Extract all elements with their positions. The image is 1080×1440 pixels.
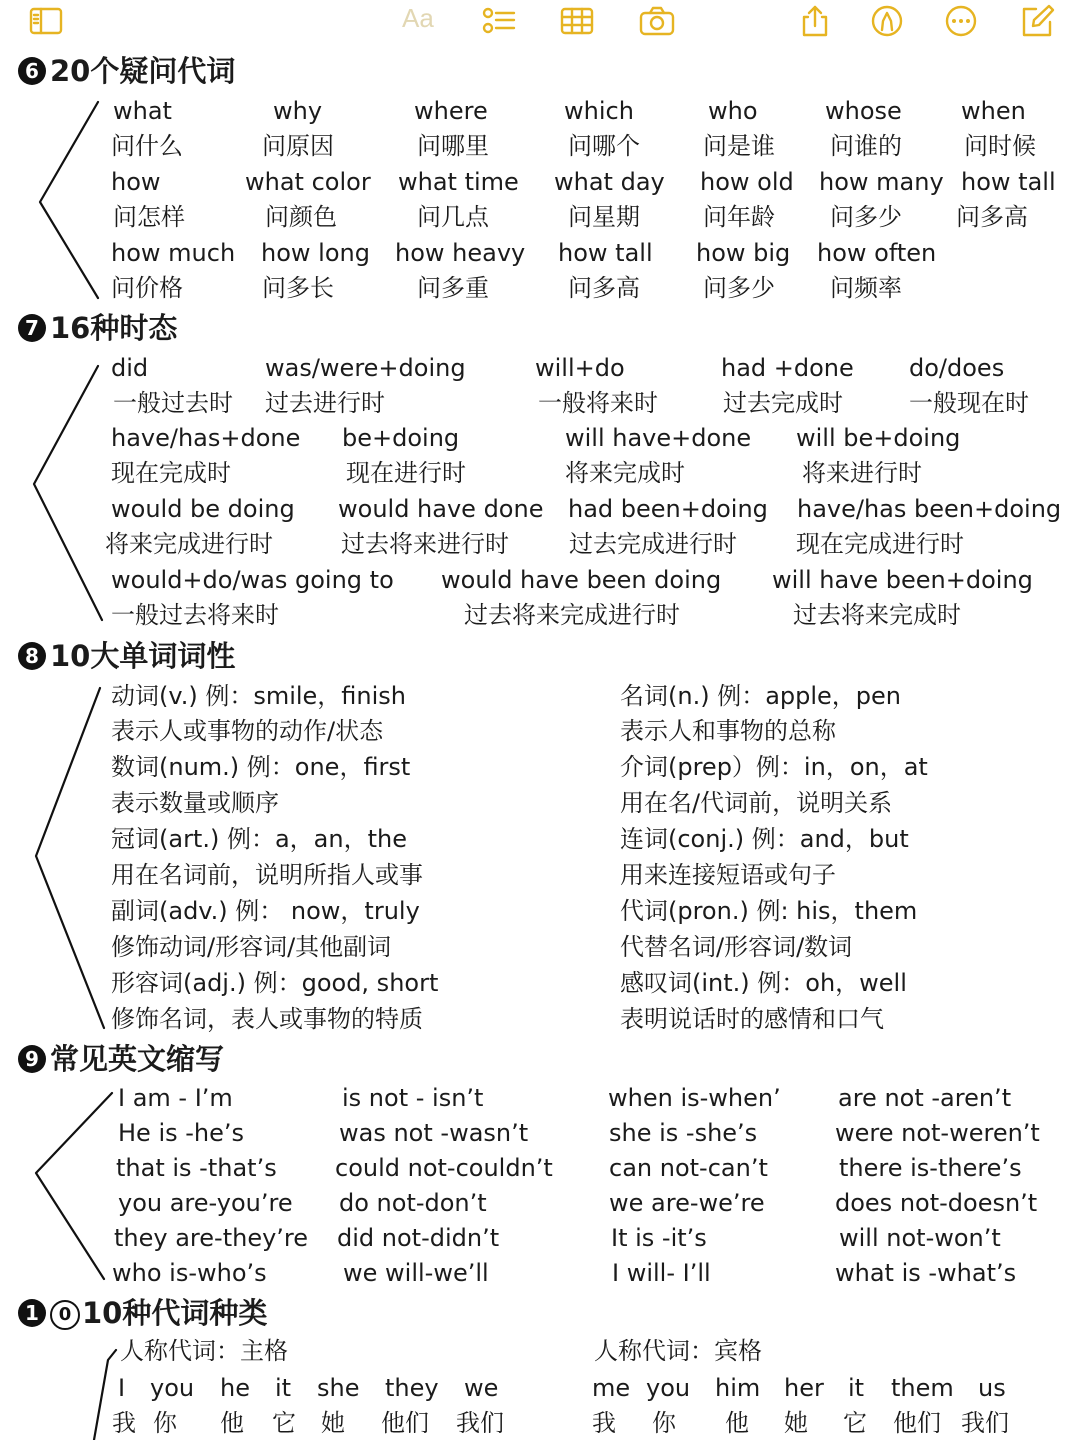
contraction: did not-didn’t xyxy=(337,1224,500,1252)
share-icon[interactable] xyxy=(797,4,833,38)
bracket-10 xyxy=(0,1340,130,1440)
pronoun: her xyxy=(784,1374,824,1402)
word: 问频率 xyxy=(830,274,902,302)
part-of-speech: 副词(adv.) 例： now，truly xyxy=(111,897,420,925)
word: how long xyxy=(261,239,370,267)
tense-name: 一般现在时 xyxy=(909,389,1029,417)
section-number-badge: 7 xyxy=(18,314,46,342)
pronoun-zh: 我们 xyxy=(456,1409,504,1437)
contraction: I am - I’m xyxy=(118,1084,233,1112)
contraction: are not -aren’t xyxy=(838,1084,1012,1112)
contraction: what is -what’s xyxy=(835,1259,1017,1287)
bracket-8 xyxy=(0,680,110,1040)
contraction: can not-can’t xyxy=(609,1154,768,1182)
pronoun-header: 人称代词：宾格 xyxy=(594,1337,762,1365)
pronoun: us xyxy=(978,1374,1006,1402)
word: how tall xyxy=(558,239,653,267)
tense-name: 将来完成进行时 xyxy=(105,530,273,558)
part-of-speech: 名词(n.) 例：apple，pen xyxy=(620,682,902,710)
word: 问多高 xyxy=(568,274,640,302)
pronoun: we xyxy=(464,1374,499,1402)
tense-form: was/were+doing xyxy=(265,354,466,382)
camera-icon[interactable] xyxy=(639,4,675,38)
pos-description: 代替名词/形容词/数词 xyxy=(620,933,853,961)
word: 问怎样 xyxy=(113,203,185,231)
word: whose xyxy=(825,97,902,125)
pronoun-zh: 我 xyxy=(592,1409,616,1437)
pronoun-header: 人称代词：主格 xyxy=(120,1337,288,1365)
pronoun: him xyxy=(715,1374,761,1402)
pronoun: I xyxy=(118,1374,126,1402)
word: how big xyxy=(696,239,791,267)
contraction: that is -that’s xyxy=(116,1154,277,1182)
part-of-speech: 感叹词(int.) 例：oh，well xyxy=(620,969,907,997)
part-of-speech: 连词(conj.) 例：and，but xyxy=(620,825,909,853)
section-number-badge: 6 xyxy=(18,57,46,85)
contraction: It is -it’s xyxy=(611,1224,707,1252)
pronoun: it xyxy=(275,1374,292,1402)
markup-icon[interactable] xyxy=(869,4,905,38)
part-of-speech: 动词(v.) 例：smile，finish xyxy=(111,682,407,710)
section-title: 10大单词词性 xyxy=(50,639,236,673)
word: 问原因 xyxy=(262,132,334,160)
word: 问星期 xyxy=(568,203,640,231)
contraction: was not -wasn’t xyxy=(339,1119,529,1147)
pronoun-zh: 它 xyxy=(843,1409,867,1437)
contraction: who is-who’s xyxy=(112,1259,267,1287)
word: how xyxy=(111,168,161,196)
section-title: 20个疑问代词 xyxy=(50,54,236,88)
pos-description: 表明说话时的感情和口气 xyxy=(620,1005,884,1033)
word: what day xyxy=(554,168,665,196)
pos-description: 修饰名词，表人或事物的特质 xyxy=(111,1005,423,1033)
pronoun-zh: 他 xyxy=(725,1409,749,1437)
contraction: do not-don’t xyxy=(339,1189,487,1217)
word: what time xyxy=(398,168,519,196)
contraction: we will-we’ll xyxy=(343,1259,489,1287)
tense-name: 过去进行时 xyxy=(265,389,385,417)
word: how often xyxy=(817,239,937,267)
pronoun: they xyxy=(385,1374,439,1402)
tense-form: will have been+doing xyxy=(772,566,1033,594)
pronoun-zh: 她 xyxy=(321,1409,345,1437)
tense-name: 将来完成时 xyxy=(565,459,685,487)
bracket-9 xyxy=(0,1085,120,1285)
word: 问多少 xyxy=(703,274,775,302)
tense-form: would+do/was going to xyxy=(111,566,394,594)
section-10-heading xyxy=(18,1295,267,1331)
section-number-badge: 8 xyxy=(18,642,46,670)
pos-description: 用在名词前，说明所指人或事 xyxy=(111,861,423,889)
tense-form: would have done xyxy=(338,495,544,523)
section-number-badge: 1 xyxy=(18,1299,46,1327)
part-of-speech: 形容词(adj.) 例：good, short xyxy=(111,969,439,997)
pronoun-zh: 他 xyxy=(220,1409,244,1437)
word: how tall xyxy=(961,168,1056,196)
word: what color xyxy=(245,168,371,196)
toolbar xyxy=(0,0,1080,44)
pronoun-zh: 他们 xyxy=(893,1409,941,1437)
word: how old xyxy=(700,168,794,196)
word: 问颜色 xyxy=(265,203,337,231)
word: 问价格 xyxy=(111,274,183,302)
tense-form: had been+doing xyxy=(568,495,768,523)
pronoun: it xyxy=(848,1374,865,1402)
compose-icon[interactable] xyxy=(1019,4,1055,38)
tense-form: have/has been+doing xyxy=(797,495,1062,523)
section-6-heading xyxy=(18,53,235,89)
tense-form: have/has+done xyxy=(111,424,301,452)
bracket-7 xyxy=(0,352,110,632)
bracket-6 xyxy=(0,90,110,310)
pronoun: you xyxy=(646,1374,691,1402)
tense-name: 现在完成进行时 xyxy=(796,530,964,558)
pronoun-zh: 我们 xyxy=(961,1409,1009,1437)
word: how much xyxy=(111,239,236,267)
tense-name: 一般过去时 xyxy=(113,389,233,417)
section-title: 10种代词种类 xyxy=(82,1296,268,1330)
word: 问多高 xyxy=(956,203,1028,231)
tense-form: had +done xyxy=(721,354,854,382)
text-format-icon[interactable]: Aa xyxy=(402,3,434,33)
contraction: when is-when’ xyxy=(608,1084,781,1112)
pos-description: 表示人和事物的总称 xyxy=(620,717,836,745)
tense-name: 现在进行时 xyxy=(346,459,466,487)
pronoun: she xyxy=(317,1374,360,1402)
word: 问多长 xyxy=(262,274,334,302)
table-icon[interactable] xyxy=(559,4,595,38)
contraction: does not-doesn’t xyxy=(835,1189,1038,1217)
word: where xyxy=(414,97,488,125)
pronoun: them xyxy=(891,1374,954,1402)
word: 问时候 xyxy=(964,132,1036,160)
pos-description: 表示人或事物的动作/状态 xyxy=(111,717,384,745)
word: who xyxy=(708,97,758,125)
contraction: will not-won’t xyxy=(839,1224,1001,1252)
pos-description: 修饰动词/形容词/其他副词 xyxy=(111,933,392,961)
pronoun-zh: 你 xyxy=(153,1409,177,1437)
word: 问哪个 xyxy=(568,132,640,160)
pronoun-zh: 你 xyxy=(652,1409,676,1437)
word: what xyxy=(113,97,172,125)
section-number-badge-2: 0 xyxy=(50,1300,80,1330)
pos-description: 用在名/代词前，说明关系 xyxy=(620,789,893,817)
tense-name: 将来进行时 xyxy=(802,459,922,487)
word: 问什么 xyxy=(111,132,183,160)
word: why xyxy=(273,97,323,125)
tense-name: 现在完成时 xyxy=(111,459,231,487)
tense-form: would have been doing xyxy=(441,566,722,594)
tense-name: 过去将来进行时 xyxy=(341,530,509,558)
tense-form: will+do xyxy=(535,354,625,382)
tense-form: will have+done xyxy=(565,424,752,452)
tense-form: will be+doing xyxy=(796,424,961,452)
tense-name: 一般将来时 xyxy=(538,389,658,417)
pos-description: 用来连接短语或句子 xyxy=(620,861,836,889)
section-number-badge: 9 xyxy=(18,1045,46,1073)
contraction: they are-they’re xyxy=(114,1224,309,1252)
tense-form: did xyxy=(111,354,149,382)
pronoun-zh: 我 xyxy=(112,1409,136,1437)
word: 问多少 xyxy=(830,203,902,231)
contraction: He is -he’s xyxy=(118,1119,245,1147)
word: 问几点 xyxy=(417,203,489,231)
contraction: could not-couldn’t xyxy=(335,1154,553,1182)
contraction: she is -she’s xyxy=(609,1119,758,1147)
checklist-icon[interactable] xyxy=(481,4,517,38)
word: when xyxy=(961,97,1026,125)
section-9-heading xyxy=(18,1041,224,1077)
contraction: we are-we’re xyxy=(609,1189,765,1217)
pronoun-zh: 他们 xyxy=(381,1409,429,1437)
word: 问年龄 xyxy=(703,203,775,231)
part-of-speech: 介词(prep）例：in，on，at xyxy=(620,753,928,781)
tense-form: do/does xyxy=(909,354,1005,382)
pronoun: you xyxy=(150,1374,195,1402)
word: which xyxy=(564,97,634,125)
more-icon[interactable] xyxy=(943,4,979,38)
contraction: is not - isn’t xyxy=(342,1084,484,1112)
part-of-speech: 冠词(art.) 例：a，an，the xyxy=(111,825,407,853)
pos-description: 表示数量或顺序 xyxy=(111,789,279,817)
contraction: there is-there’s xyxy=(839,1154,1022,1182)
tense-name: 过去将来完成时 xyxy=(793,601,961,629)
word: 问哪里 xyxy=(417,132,489,160)
section-title: 16种时态 xyxy=(50,311,178,345)
contraction: were not-weren’t xyxy=(835,1119,1040,1147)
part-of-speech: 代词(pron.) 例: his，them xyxy=(620,897,918,925)
tense-name: 过去完成进行时 xyxy=(569,530,737,558)
word: 问是谁 xyxy=(703,132,775,160)
section-7-heading xyxy=(18,310,177,346)
pronoun: he xyxy=(220,1374,250,1402)
section-title: 常见英文缩写 xyxy=(50,1042,225,1076)
tense-name: 过去将来完成进行时 xyxy=(464,601,680,629)
word: 问谁的 xyxy=(830,132,902,160)
sidebar-icon[interactable] xyxy=(28,4,64,38)
part-of-speech: 数词(num.) 例：one，first xyxy=(111,753,411,781)
word: how heavy xyxy=(395,239,526,267)
pronoun-zh: 她 xyxy=(784,1409,808,1437)
word: how many xyxy=(819,168,944,196)
tense-form: would be doing xyxy=(111,495,295,523)
pronoun: me xyxy=(592,1374,631,1402)
tense-name: 一般过去将来时 xyxy=(111,601,279,629)
contraction: I will- I’ll xyxy=(612,1259,711,1287)
tense-form: be+doing xyxy=(342,424,460,452)
pronoun-zh: 它 xyxy=(272,1409,296,1437)
word: 问多重 xyxy=(417,274,489,302)
contraction: you are-you’re xyxy=(118,1189,293,1217)
tense-name: 过去完成时 xyxy=(723,389,843,417)
section-8-heading xyxy=(18,638,235,674)
